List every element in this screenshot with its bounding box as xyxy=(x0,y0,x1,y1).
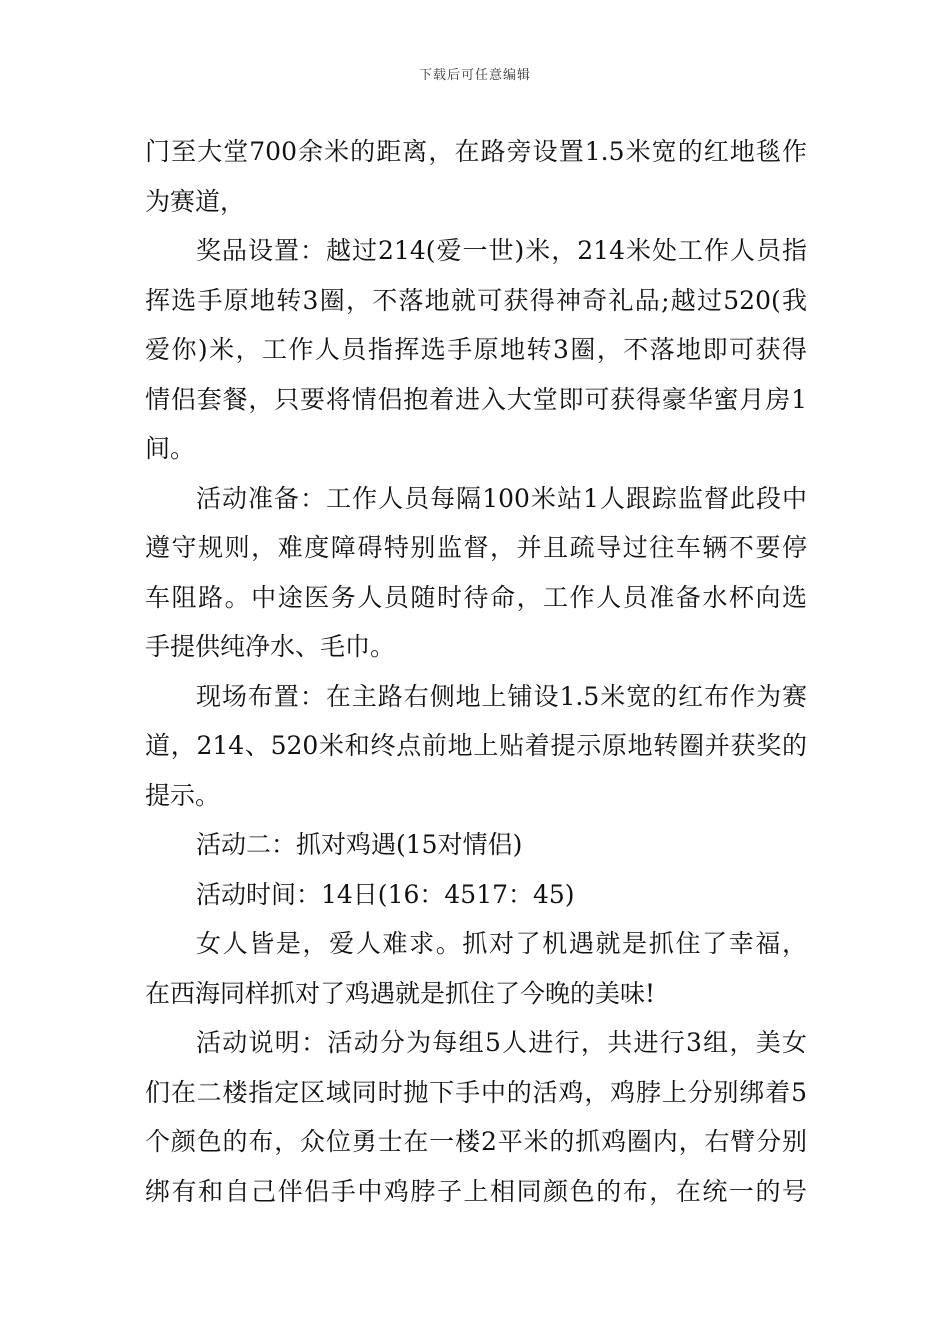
text-line: 门至大堂700余米的距离，在路旁设置1.5米宽的红地毯作 xyxy=(145,137,807,166)
text-line: 遵守规则，难度障碍特别监督，并且疏导过往车辆不要停 xyxy=(145,533,807,562)
text-line: 个颜色的布，众位勇士在一楼2平米的抓鸡圈内，右臂分别 xyxy=(145,1127,807,1156)
paragraph-intro xyxy=(145,919,807,1018)
paragraph-prize-settings xyxy=(145,226,807,474)
text-line: 活动时间：14日(16：4517：45) xyxy=(196,879,575,909)
text-line: 爱你)米，工作人员指挥选手原地转3圈，不落地即可获得 xyxy=(145,335,807,364)
text-line: 车阻路。中途医务人员随时待命，工作人员准备水杯向选 xyxy=(145,582,807,612)
text-line: 绑有和自己伴侣手中鸡脖子上相同颜色的布，在统一的号 xyxy=(145,1176,807,1206)
text-line: 间。 xyxy=(145,434,196,463)
document-body xyxy=(145,127,807,1216)
text-line: 奖品设置：越过214(爱一世)米，214米处工作人员指 xyxy=(196,236,807,265)
text-line: 女人皆是，爱人难求。抓对了机遇就是抓住了幸福， xyxy=(196,929,807,958)
text-line: 在西海同样抓对了鸡遇就是抓住了今晚的美味! xyxy=(145,978,656,1008)
text-line: 手提供纯净水、毛巾。 xyxy=(145,632,396,661)
text-line: 提示。 xyxy=(145,780,221,810)
text-line: 们在二楼指定区域同时抛下手中的活鸡，鸡脖上分别绑着5 xyxy=(145,1077,807,1107)
text-line: 活动二：抓对鸡遇(15对情侣) xyxy=(196,830,523,859)
paragraph-activity-preparation xyxy=(145,474,807,672)
paragraph-site-layout xyxy=(145,672,807,821)
page-header: 下载后可任意编辑 xyxy=(418,68,531,83)
paragraph-activity-description xyxy=(145,1018,807,1216)
text-line: 道，214、520米和终点前地上贴着提示原地转圈并获奖的 xyxy=(145,731,807,760)
text-line: 为赛道， xyxy=(145,186,246,216)
paragraph-activity-time xyxy=(145,870,807,920)
text-line: 现场布置：在主路右侧地上铺设1.5米宽的红布作为赛 xyxy=(196,681,807,711)
text-line: 活动说明：活动分为每组5人进行，共进行3组，美女 xyxy=(196,1028,807,1057)
text-line: 情侣套餐，只要将情侣抱着进入大堂即可获得豪华蜜月房1 xyxy=(145,384,807,414)
text-line: 挥选手原地转3圈，不落地就可获得神奇礼品;越过520(我 xyxy=(145,285,807,315)
paragraph-1 xyxy=(145,127,807,226)
paragraph-activity-two-title xyxy=(145,820,807,870)
text-line: 活动准备：工作人员每隔100米站1人跟踪监督此段中 xyxy=(196,483,807,513)
